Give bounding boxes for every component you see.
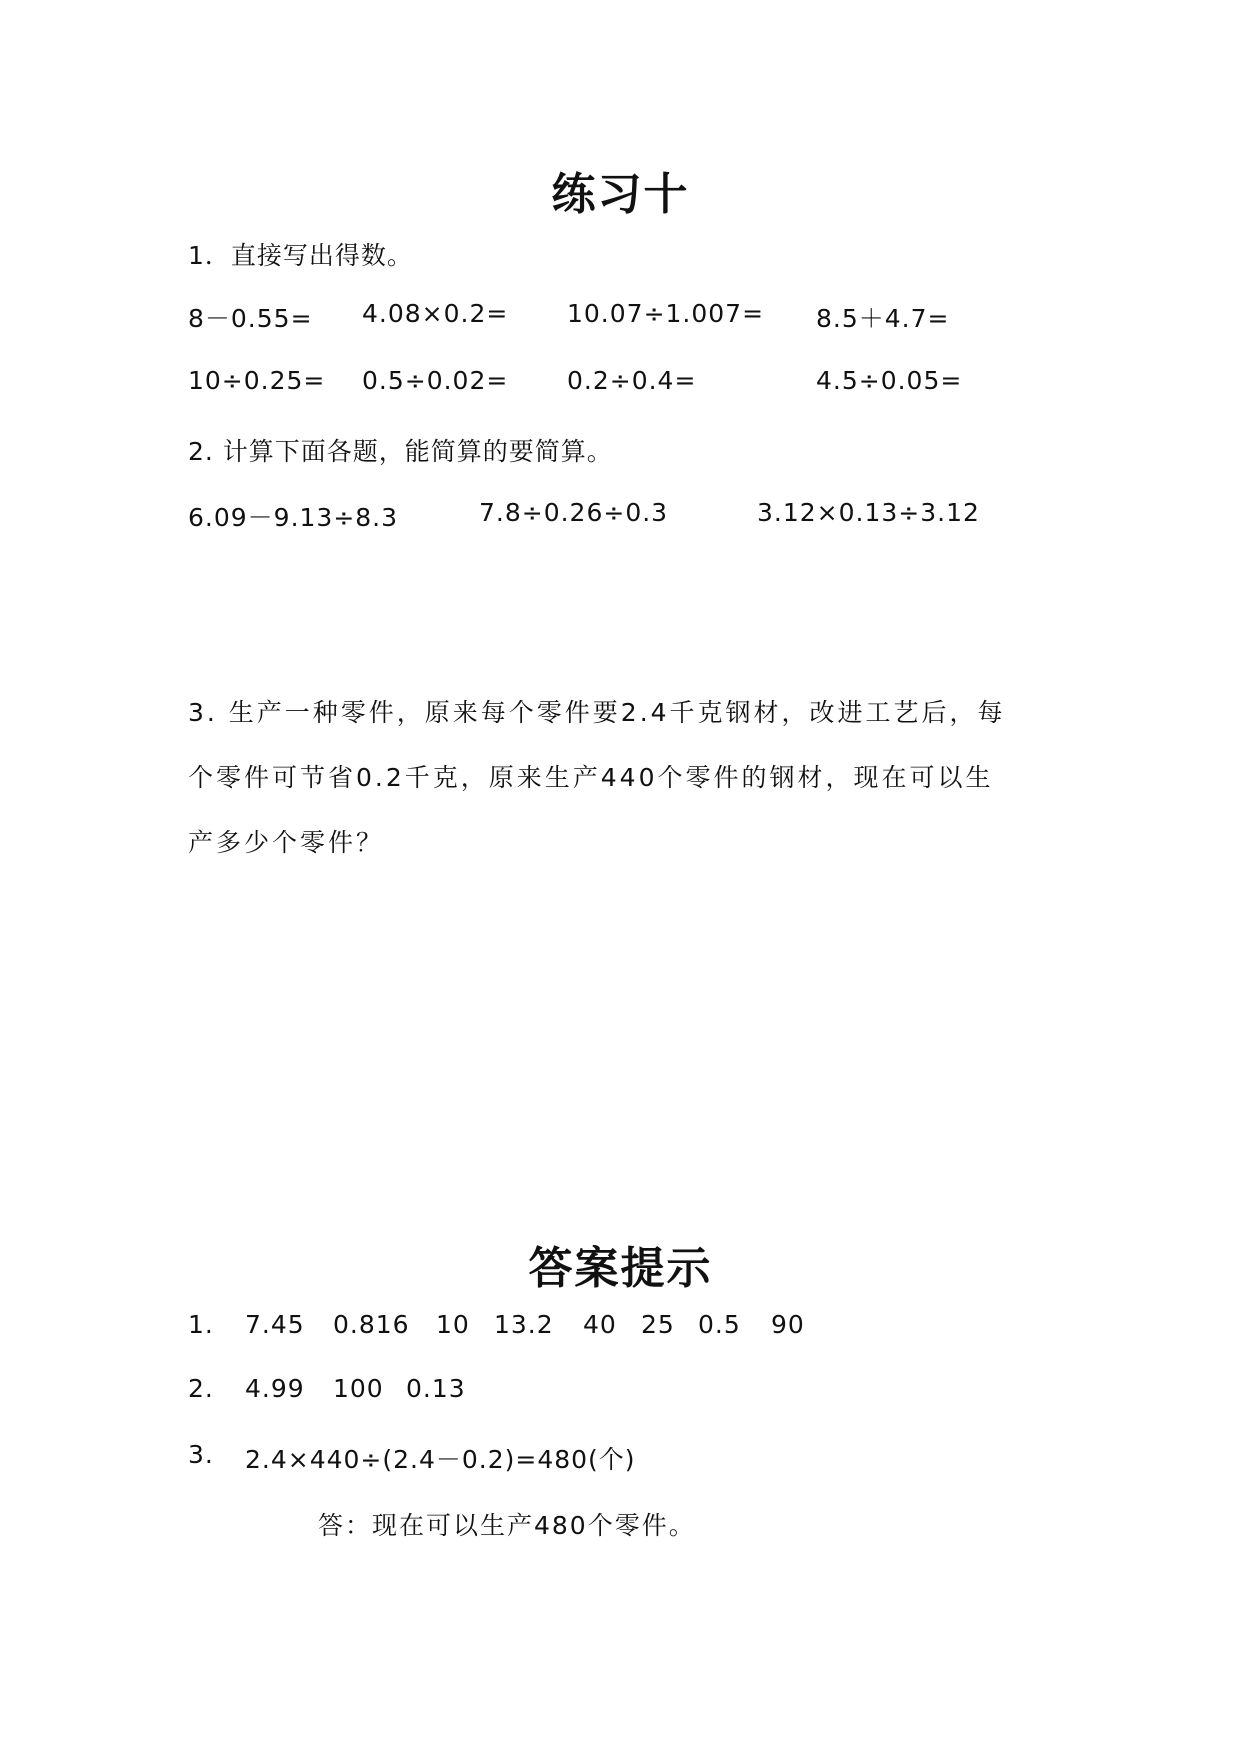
q1-item: 8.5＋4.7= (816, 304, 950, 333)
q3-line: 个零件可节省0.2千克，原来生产440个零件的钢材，现在可以生 (188, 763, 994, 792)
answer-1-value: 90 (771, 1310, 805, 1339)
q2-item: 3.12×0.13÷3.12 (757, 498, 980, 527)
q1-item: 10.07÷1.007= (567, 299, 765, 328)
answer-2-number: 2. (188, 1374, 214, 1403)
page-title: 练习十 (551, 169, 690, 220)
q3-line: 产多少个零件？ (188, 828, 385, 857)
answer-2-value: 100 (333, 1374, 384, 1403)
q3-line: 3. 生产一种零件，原来每个零件要2.4千克钢材，改进工艺后，每 (188, 698, 1006, 727)
q1-item: 4.5÷0.05= (816, 366, 963, 395)
answer-1-value: 40 (583, 1310, 617, 1339)
answer-3-statement: 答：现在可以生产480个零件。 (318, 1511, 696, 1540)
q1-item: 8－0.55= (188, 304, 313, 333)
answer-3-expression: 2.4×440÷(2.4－0.2)=480(个) (245, 1445, 636, 1474)
q3-paragraph (188, 693, 1068, 888)
q1-item: 0.2÷0.4= (567, 366, 697, 395)
q2-item: 7.8÷0.26÷0.3 (479, 498, 669, 527)
answer-1-value: 0.816 (333, 1310, 410, 1339)
answer-1-value: 0.5 (698, 1310, 741, 1339)
answer-1-value: 13.2 (494, 1310, 554, 1339)
answer-2-value: 0.13 (406, 1374, 466, 1403)
answer-2-value: 4.99 (245, 1374, 305, 1403)
q1-heading: 1．直接写出得数。 (188, 241, 413, 270)
answer-1-value: 10 (436, 1310, 470, 1339)
answers-title: 答案提示 (528, 1243, 713, 1294)
answer-1-value: 7.45 (245, 1310, 305, 1339)
q1-item: 10÷0.25= (188, 366, 326, 395)
answer-3-number: 3. (188, 1440, 214, 1469)
answer-1-number: 1. (188, 1310, 214, 1339)
q1-item: 4.08×0.2= (362, 299, 509, 328)
q1-item: 0.5÷0.02= (362, 366, 509, 395)
q2-item: 6.09－9.13÷8.3 (188, 503, 399, 532)
answer-1-value: 25 (641, 1310, 675, 1339)
q2-heading: 2. 计算下面各题，能简算的要简算。 (188, 437, 613, 466)
